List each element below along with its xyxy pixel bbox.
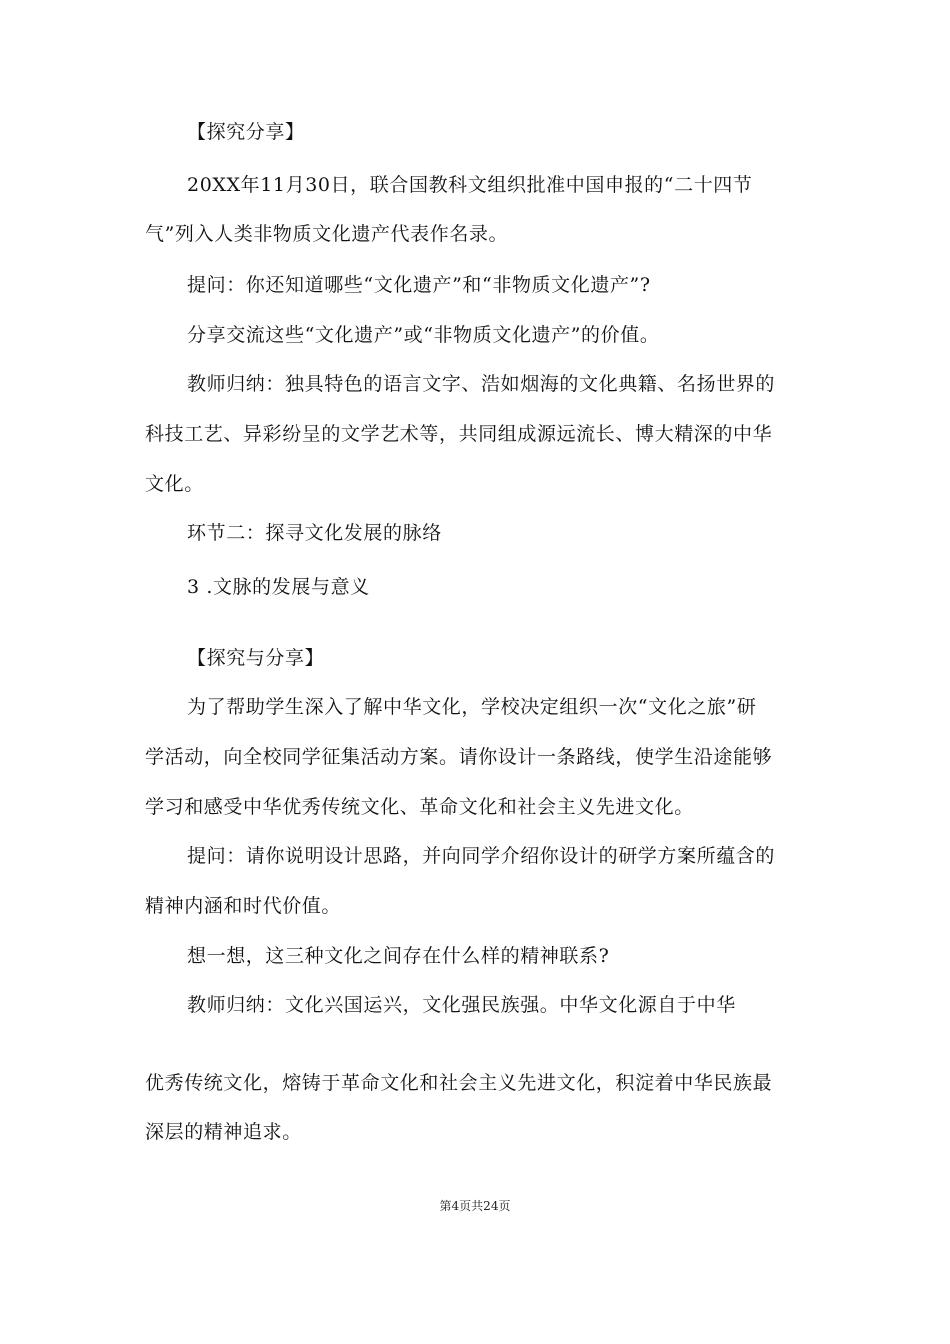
paragraph-line: 学习和感受中华优秀传统文化、革命文化和社会主义先进文化。 <box>145 796 694 818</box>
paragraph-line: 精神内涵和时代价值。 <box>145 895 342 917</box>
paragraph-line: 想一想，这三种文化之间存在什么样的精神联系? <box>187 945 610 967</box>
section-heading-explore-and-share: 【探究与分享】 <box>187 647 325 669</box>
paragraph-line: 学活动，向全校同学征集活动方案。请你设计一条路线，使学生沿途能够 <box>145 746 773 768</box>
paragraph-line: 优秀传统文化，熔铸于革命文化和社会主义先进文化，积淀着中华民族最 <box>145 1072 773 1094</box>
paragraph-line: 科技工艺、异彩纷呈的文学艺术等，共同组成源远流长、博大精深的中华 <box>145 423 773 445</box>
paragraph-line: 提问：你还知道哪些“文化遗产”和“非物质文化遗产”? <box>187 274 651 296</box>
paragraph-line: 气”列入人类非物质文化遗产代表作名录。 <box>145 223 509 245</box>
paragraph-line: 教师归纳：独具特色的语言文字、浩如烟海的文化典籍、名扬世界的 <box>187 373 776 395</box>
paragraph-line: 提问：请你说明设计思路，并向同学介绍你设计的研学方案所蕴含的 <box>187 845 776 867</box>
section-heading-stage-two: 环节二：探寻文化发展的脉络 <box>187 522 442 544</box>
page-number-footer: 第4页共24页 <box>439 1199 511 1213</box>
paragraph-line: 文化。 <box>145 473 204 495</box>
paragraph-line: 教师归纳：文化兴国运兴，文化强民族强。中华文化源自于中华 <box>187 994 736 1016</box>
paragraph-line: 20XX年11月30日，联合国教科文组织批准中国申报的“二十四节 <box>187 174 753 196</box>
section-heading-explore-share: 【探究分享】 <box>187 121 305 143</box>
paragraph-line: 分享交流这些“文化遗产”或“非物质文化遗产”的价值。 <box>187 324 660 346</box>
paragraph-line: 为了帮助学生深入了解中华文化，学校决定组织一次“文化之旅”研 <box>187 696 757 718</box>
numbered-heading: 3 .文脉的发展与意义 <box>187 576 370 598</box>
paragraph-line: 深层的精神追求。 <box>145 1121 302 1143</box>
